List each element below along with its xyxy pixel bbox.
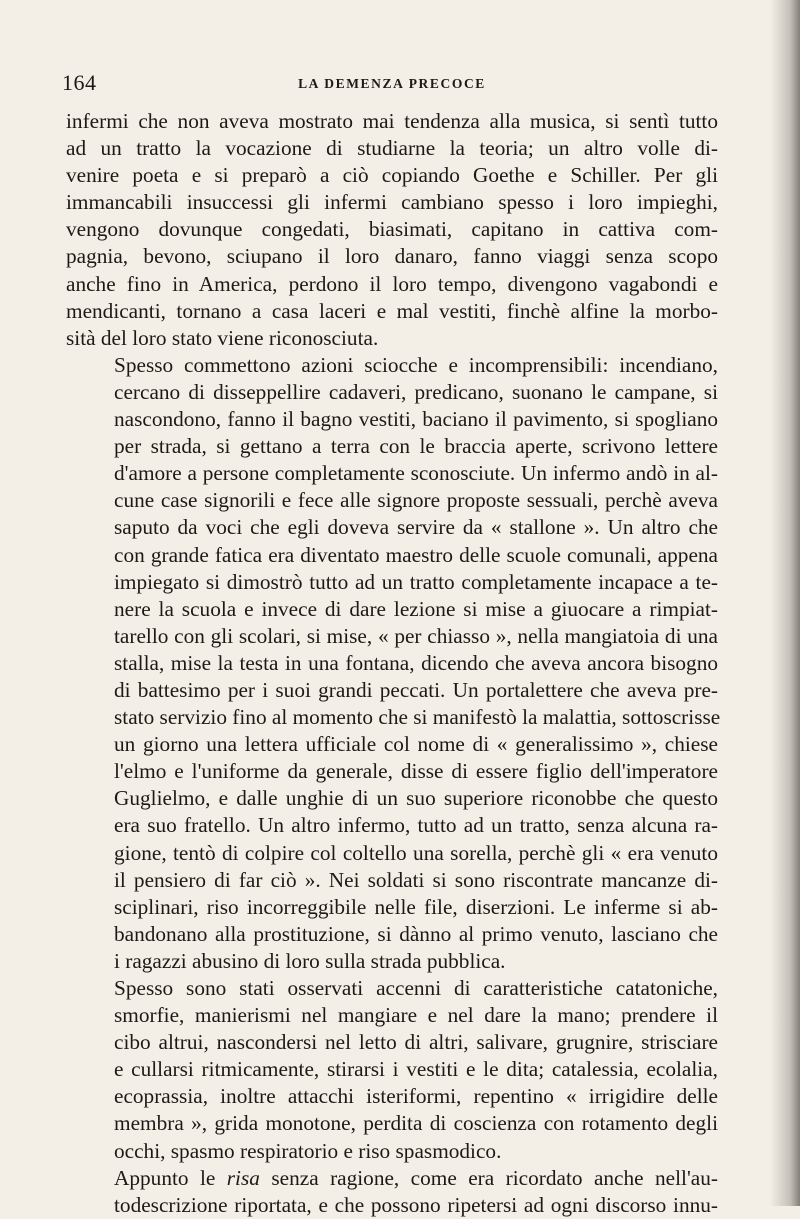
text-line: nascondono, fanno il bagno vestiti, baciano il pavimento, si spogliano: [114, 407, 718, 432]
text-line: d'amore a persone completamente sconosciute. Un infermo andò in al-: [114, 461, 718, 486]
page-number: 164: [62, 70, 97, 95]
text-line: Spesso sono stati osservati accenni di caratteristiche catatoniche,: [114, 976, 718, 1000]
text-line: immancabili insuccessi gli infermi cambiano spesso i loro impieghi,: [66, 190, 718, 215]
text-line: l'elmo e l'uniforme da generale, disse di essere figlio dell'imperatore: [114, 759, 718, 784]
page-header: [62, 70, 722, 98]
text-line: smorfie, manierismi nel mangiare e nel dare la mano; prendere il: [114, 1003, 718, 1028]
running-title: LA DEMENZA PRECOCE: [298, 76, 486, 91]
text-fragment: Appunto le: [114, 1165, 227, 1190]
body-text: [66, 108, 721, 1219]
text-line: todescrizione riportata, e che possono ripetersi ad ogni discorso innu-: [114, 1192, 718, 1217]
text-line: stalla, mise la testa in una fontana, dicendo che aveva ancora bisogno: [114, 650, 718, 675]
text-line: i ragazzi abusino di loro sulla strada pubblica.: [114, 948, 506, 973]
text-line: per strada, si gettano a terra con le braccia aperte, scrivono lettere: [114, 434, 718, 459]
text-line: Guglielmo, e dalle unghie di un suo superiore riconobbe che questo: [114, 786, 718, 811]
text-line: sciplinari, riso incorreggibile nelle file, diserzioni. Le inferme si ab-: [114, 894, 718, 919]
text-line: occhi, spasmo respiratorio e riso spasmodico.: [114, 1138, 502, 1163]
text-line: ecoprassia, inoltre attacchi isteriformi, repentino « irrigidire delle: [114, 1084, 718, 1109]
text-line: anche fino in America, perdono il loro tempo, divengono vagabondi e: [66, 271, 718, 296]
paragraph-3: [66, 975, 718, 1165]
text-line: venire poeta e si preparò a ciò copiando Goethe e Schiller. Per gli: [66, 163, 718, 188]
paragraph-1: [66, 108, 718, 352]
text-line: sità del loro stato viene riconosciuta.: [66, 325, 379, 350]
text-line: pagnia, bevono, sciupano il loro danaro, fanno viaggi senza scopo: [66, 244, 718, 269]
text-line: impiegato si dimostrò tutto ad un tratto completamente incapace a te-: [114, 569, 718, 594]
text-line: cibo altrui, nascondersi nel letto di altri, salivare, grugnire, strisciare: [114, 1030, 718, 1055]
text-line: e cullarsi ritmicamente, stirarsi i vestiti e le dita; catalessia, ecolalia,: [114, 1057, 718, 1082]
paragraph-2: [66, 352, 721, 975]
text-line: cune case signorili e fece alle signore proposte sessuali, perchè aveva: [114, 488, 718, 513]
text-line: tarello con gli scolari, si mise, « per chiasso », nella mangiatoia di una: [114, 623, 718, 648]
text-line: [66, 1165, 718, 1192]
text-line: cercano di disseppellire cadaveri, predicano, suonano le campane, si: [114, 379, 718, 404]
text-line: il pensiero di far ciò ». Nei soldati si sono riscontrate mancanze di-: [114, 867, 718, 892]
text-line: gione, tentò di colpire col coltello una sorella, perchè gli « era venuto: [114, 840, 718, 865]
text-line: membra », grida monotone, perdita di coscienza con rotamento degli: [114, 1111, 718, 1136]
text-line: Spesso commettono azioni sciocche e incomprensibili: incendiano,: [114, 352, 718, 377]
text-line: vengono dovunque congedati, biasimati, capitano in cattiva com-: [66, 217, 718, 242]
text-line: stato servizio fino al momento che si manifestò la malattia, sottoscrisse: [114, 705, 721, 730]
paragraph-4: [66, 1165, 718, 1219]
text-line: un giorno una lettera ufficiale col nome di « generalissimo », chiese: [114, 732, 718, 757]
text-line: di battesimo per i suoi grandi peccati. Un portalettere che aveva pre-: [114, 677, 718, 702]
text-line: mendicanti, tornano a casa laceri e mal vestiti, finchè alfine la morbo-: [66, 298, 718, 323]
text-fragment: senza ragione, come era ricordato anche nell'au-: [259, 1165, 718, 1190]
text-line: con grande fatica era diventato maestro delle scuole comunali, appena: [114, 542, 718, 567]
text-line: saputo da voci che egli doveva servire da « stallone ». Un altro che: [114, 515, 718, 540]
text-line: ad un tratto la vocazione di studiarne la teoria; un altro volle di-: [66, 136, 718, 161]
text-line: nere la scuola e invece di dare lezione si mise a giuocare a rimpiat-: [114, 596, 718, 621]
text-line: era suo fratello. Un altro infermo, tutto ad un tratto, senza alcuna ra-: [114, 813, 718, 838]
italic-word: risa: [226, 1165, 260, 1190]
text-line: infermi che non aveva mostrato mai tendenza alla musica, si sentì tutto: [66, 109, 718, 133]
text-line: bandonano alla prostituzione, si dànno al primo venuto, lasciano che: [114, 921, 718, 946]
